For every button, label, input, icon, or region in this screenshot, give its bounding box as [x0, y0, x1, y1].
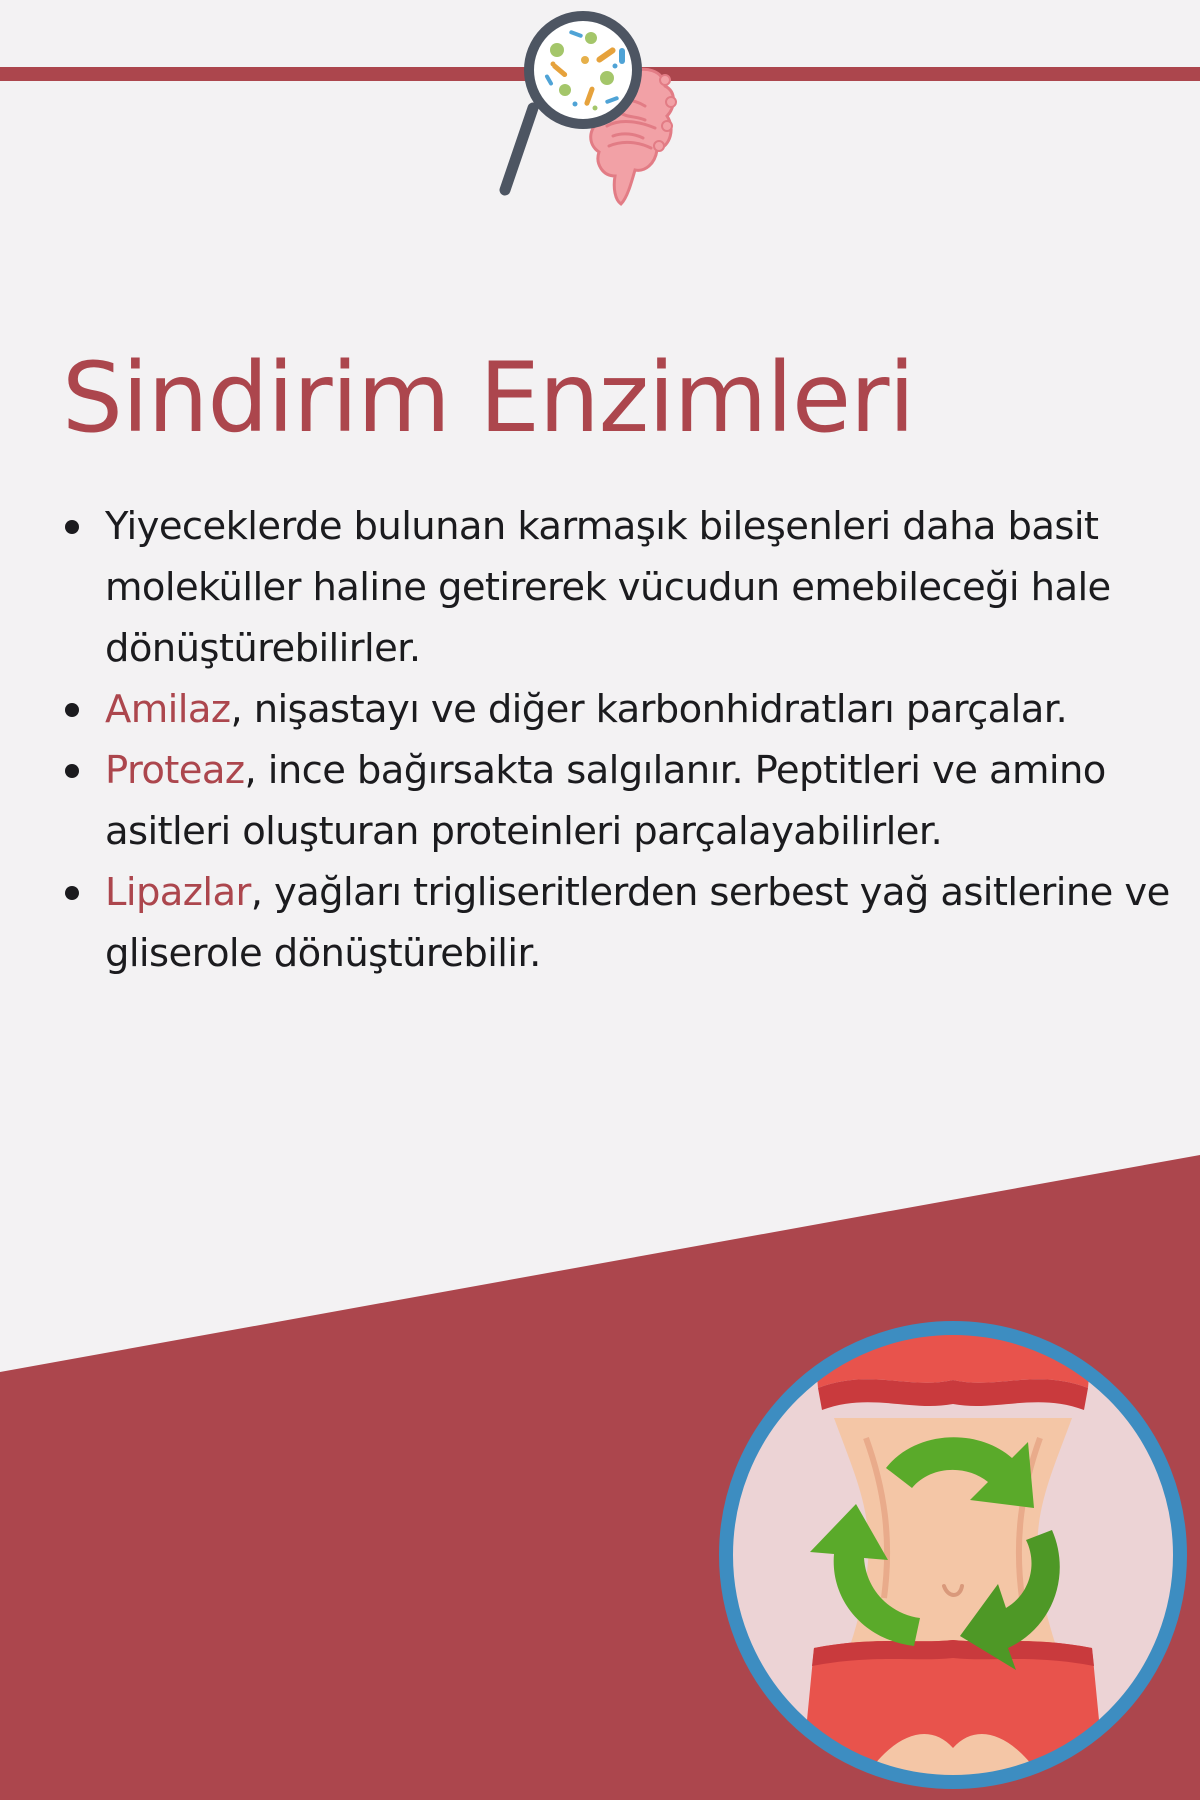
list-item: [62, 496, 1172, 679]
list-item: [62, 679, 1172, 740]
magnifier-microbiome-intestine-icon: [495, 8, 705, 208]
bullet-text: , nişastayı ve diğer karbonhidratları parçalar.: [230, 687, 1068, 732]
bullet-icon: [65, 886, 79, 900]
bullet-text: Yiyeceklerde bulunan karmaşık bileşenleri daha basit moleküller haline getirerek vücudun emebileceği hale dönüştürebilirler.: [105, 504, 1111, 671]
list-item: [62, 740, 1172, 862]
bullet-text: , ince bağırsakta salgılanır. Peptitleri ve amino asitleri oluşturan proteinleri parçalayabilirler.: [105, 748, 1106, 854]
enzyme-term: Lipazlar: [105, 870, 251, 915]
belly-recycle-icon: [716, 1318, 1190, 1792]
enzyme-term: Proteaz: [105, 748, 245, 793]
bullet-icon: [65, 764, 79, 778]
bullet-text: , yağları trigliseritlerden serbest yağ asitlerine ve gliserole dönüştürebilir.: [105, 870, 1170, 976]
enzyme-list: [62, 496, 1172, 984]
enzyme-term: Amilaz: [105, 687, 231, 732]
page-title: Sindirim Enzimleri: [62, 342, 915, 454]
bullet-icon: [65, 703, 79, 717]
bullet-icon: [65, 520, 79, 534]
list-item: [62, 862, 1172, 984]
